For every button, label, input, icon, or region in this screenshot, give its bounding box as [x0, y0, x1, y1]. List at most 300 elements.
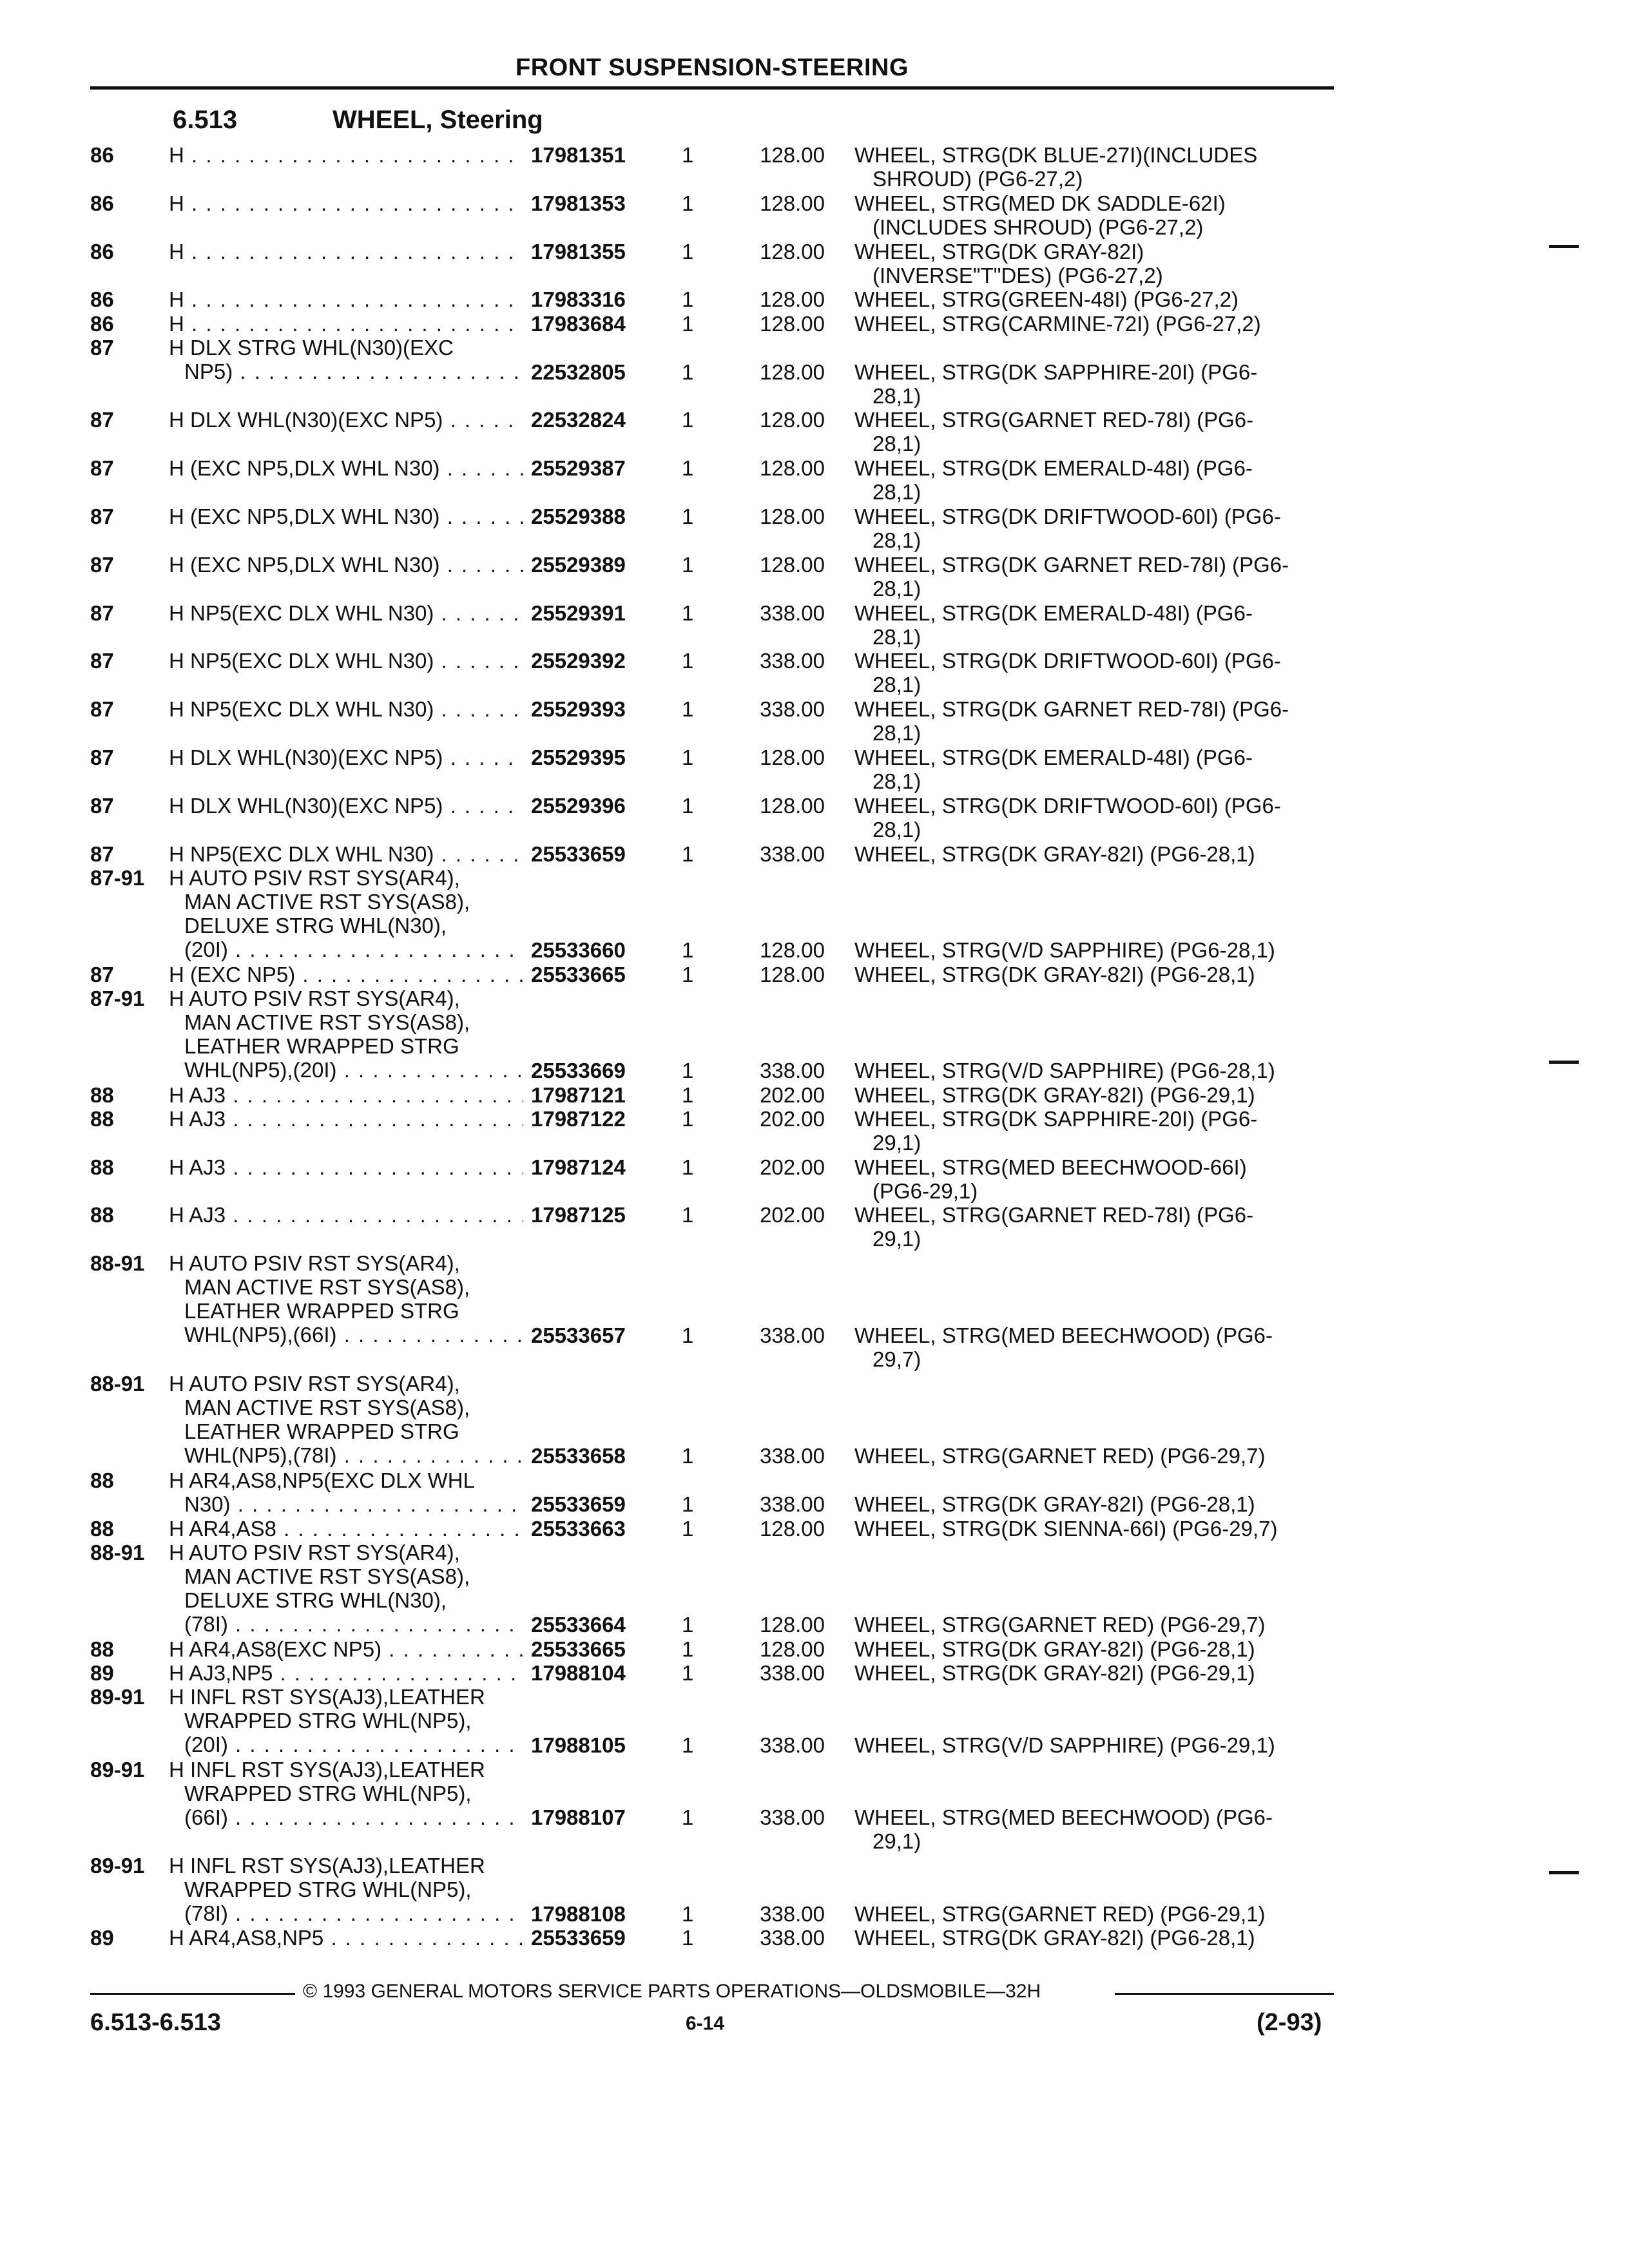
- usage-description: [169, 1758, 523, 1829]
- quantity: 1: [682, 1926, 694, 1950]
- model-year: 88: [90, 1106, 114, 1131]
- usage-line: DELUXE STRG WHL(N30),: [184, 1588, 447, 1613]
- quantity: 1: [682, 311, 694, 336]
- part-name: [854, 1059, 1331, 1082]
- quantity: 1: [682, 1059, 694, 1083]
- usage-line: H . . .: [169, 143, 523, 167]
- usage-line: WRAPPED STRG WHL(NP5),: [184, 1709, 472, 1733]
- part-number: 25529392: [531, 649, 626, 673]
- footer-rule-left: [90, 1993, 295, 1995]
- price: 128.00: [760, 745, 825, 769]
- model-year: 87: [90, 336, 114, 360]
- price: 128.00: [760, 793, 825, 818]
- model-year: 87: [90, 504, 114, 528]
- part-name: [854, 312, 1331, 336]
- usage-line: H AR4,AS8(EXC NP5) . . .: [169, 1637, 523, 1661]
- usage-description: [169, 601, 523, 625]
- quantity: 1: [682, 456, 694, 481]
- quantity: 1: [682, 1516, 694, 1541]
- quantity: 1: [682, 1444, 694, 1468]
- usage-description: [169, 1203, 523, 1227]
- parts-row: [0, 1517, 1629, 1541]
- quantity: 1: [682, 1492, 694, 1517]
- usage-description: [169, 1637, 523, 1661]
- part-name-line: (INVERSE"T"DES) (PG6-27,2): [872, 263, 1163, 287]
- usage-line: WHL(NP5),(78I) . . .: [169, 1443, 523, 1467]
- usage-line: H INFL RST SYS(AJ3),LEATHER: [169, 1854, 485, 1878]
- usage-line: H DLX WHL(N30)(EXC NP5) . . .: [169, 408, 523, 432]
- parts-row: [0, 191, 1629, 240]
- part-name: [854, 1805, 1331, 1853]
- price: 338.00: [760, 1492, 825, 1517]
- part-name-line: 28,1): [872, 769, 921, 793]
- usage-line: H AUTO PSIV RST SYS(AR4),: [169, 1541, 460, 1565]
- usage-line: H (EXC NP5,DLX WHL N30) . . .: [169, 456, 523, 480]
- usage-line: H NP5(EXC DLX WHL N30) . . .: [169, 601, 523, 625]
- usage-description: [169, 649, 523, 673]
- price: 128.00: [760, 1637, 825, 1661]
- usage-line: H NP5(EXC DLX WHL N30) . . .: [169, 697, 523, 721]
- part-number: 17981351: [531, 143, 626, 167]
- price: 338.00: [760, 1323, 825, 1348]
- part-number: 25529391: [531, 601, 626, 625]
- model-year: 86: [90, 287, 114, 312]
- part-number: 25529389: [531, 552, 626, 577]
- page-title: FRONT SUSPENSION-STEERING: [516, 54, 909, 81]
- usage-line: WHL(NP5),(66I) . . .: [169, 1323, 523, 1347]
- parts-row: [0, 1155, 1629, 1204]
- usage-description: [169, 986, 523, 1082]
- part-name-line: WHEEL, STRG(DK GARNET RED-78I) (PG6-: [854, 697, 1289, 722]
- quantity: 1: [682, 841, 694, 866]
- model-year: 89: [90, 1661, 114, 1686]
- part-name-line: WHEEL, STRG(DK GRAY-82I) (PG6-28,1): [854, 1492, 1255, 1517]
- quantity: 1: [682, 793, 694, 818]
- parts-row: [0, 287, 1629, 311]
- usage-line: (78I) . . .: [169, 1901, 523, 1925]
- part-number: 25533657: [531, 1323, 626, 1348]
- parts-row: [0, 601, 1629, 649]
- model-year: 86: [90, 191, 114, 215]
- model-year: 88: [90, 1468, 114, 1492]
- parts-row: [0, 240, 1629, 288]
- quantity: 1: [682, 143, 694, 167]
- price: 128.00: [760, 360, 825, 384]
- part-name-line: WHEEL, STRG(GARNET RED) (PG6-29,1): [854, 1902, 1266, 1927]
- quantity: 1: [682, 1106, 694, 1131]
- part-name-line: 28,1): [872, 817, 921, 841]
- quantity: 1: [682, 1902, 694, 1927]
- price: 338.00: [760, 1661, 825, 1686]
- part-name-line: WHEEL, STRG(DK SIENNA-66I) (PG6-29,7): [854, 1516, 1278, 1541]
- part-name-line: WHEEL, STRG(GARNET RED-78I) (PG6-: [854, 408, 1254, 432]
- usage-line: H (EXC NP5,DLX WHL N30) . . .: [169, 505, 523, 528]
- part-number: 22532805: [531, 360, 626, 384]
- model-year: 88-91: [90, 1541, 145, 1565]
- part-name-line: (INCLUDES SHROUD) (PG6-27,2): [872, 215, 1204, 239]
- part-number: 25533659: [531, 1926, 626, 1950]
- part-name-line: (PG6-29,1): [872, 1178, 978, 1203]
- price: 128.00: [760, 938, 825, 963]
- usage-description: [169, 1541, 523, 1636]
- usage-description: [169, 866, 523, 961]
- model-year: 87: [90, 408, 114, 432]
- quantity: 1: [682, 287, 694, 312]
- part-name-line: WHEEL, STRG(DK SAPPHIRE-20I) (PG6-: [854, 1106, 1258, 1131]
- usage-line: N30) . . .: [169, 1492, 523, 1516]
- quantity: 1: [682, 1661, 694, 1686]
- usage-description: [169, 1926, 523, 1950]
- part-name-line: WHEEL, STRG(DK DRIFTWOOD-60I) (PG6-: [854, 504, 1281, 528]
- quantity: 1: [682, 408, 694, 432]
- parts-row: [0, 986, 1629, 1083]
- part-number: 17987124: [531, 1155, 626, 1179]
- usage-line: H DLX STRG WHL(N30)(EXC: [169, 336, 454, 360]
- model-year: 87-91: [90, 986, 145, 1010]
- usage-description: [169, 1661, 523, 1685]
- usage-description: [169, 456, 523, 480]
- parts-row: [0, 794, 1629, 842]
- price: 128.00: [760, 143, 825, 167]
- footer-section-range: 6.513-6.513: [90, 2009, 221, 2036]
- parts-row: [0, 866, 1629, 963]
- model-year: 87: [90, 649, 114, 673]
- model-year: 89-91: [90, 1854, 145, 1878]
- part-name-line: WHEEL, STRG(MED BEECHWOOD-66I): [854, 1155, 1247, 1179]
- quantity: 1: [682, 1203, 694, 1227]
- price: 338.00: [760, 1926, 825, 1950]
- usage-line: WRAPPED STRG WHL(NP5),: [184, 1878, 472, 1902]
- parts-row: [0, 745, 1629, 794]
- price: 128.00: [760, 504, 825, 528]
- parts-row: [0, 456, 1629, 505]
- usage-description: [169, 1155, 523, 1179]
- parts-row: [0, 1854, 1629, 1926]
- usage-line: H AJ3 . . .: [169, 1107, 523, 1131]
- part-name: [854, 1926, 1331, 1950]
- footer-copyright: © 1993 GENERAL MOTORS SERVICE PARTS OPERATIONS—OLDSMOBILE—32H: [303, 1981, 1041, 2002]
- parts-row: [0, 336, 1629, 408]
- usage-line: DELUXE STRG WHL(N30),: [184, 913, 447, 937]
- usage-line: MAN ACTIVE RST SYS(AS8),: [184, 1275, 470, 1300]
- model-year: 89-91: [90, 1757, 145, 1782]
- parts-row: [0, 408, 1629, 456]
- quantity: 1: [682, 1637, 694, 1661]
- model-year: 88: [90, 1155, 114, 1179]
- price: 128.00: [760, 456, 825, 481]
- part-number: 17988105: [531, 1733, 626, 1758]
- parts-row: [0, 1251, 1629, 1372]
- usage-description: [169, 408, 523, 432]
- part-name-line: WHEEL, STRG(DK GRAY-82I) (PG6-28,1): [854, 962, 1255, 986]
- parts-row: [0, 1107, 1629, 1155]
- price: 338.00: [760, 1902, 825, 1927]
- part-number: 17988104: [531, 1661, 626, 1686]
- usage-description: [169, 1685, 523, 1756]
- part-number: 17987122: [531, 1106, 626, 1131]
- part-name: [854, 1492, 1331, 1516]
- usage-description: [169, 336, 523, 383]
- usage-line: LEATHER WRAPPED STRG: [184, 1419, 459, 1444]
- usage-description: [169, 553, 523, 577]
- model-year: 87: [90, 962, 114, 986]
- model-year: 89: [90, 1926, 114, 1950]
- parts-row: [0, 842, 1629, 866]
- footer-page-number: 6-14: [686, 2013, 725, 2034]
- part-name: [854, 1323, 1331, 1371]
- part-name: [854, 240, 1331, 287]
- usage-line: H AJ3 . . .: [169, 1155, 523, 1179]
- part-name-line: WHEEL, STRG(MED DK SADDLE-62I): [854, 191, 1226, 215]
- part-name-line: WHEEL, STRG(DK GRAY-82I) (PG6-28,1): [854, 841, 1255, 866]
- part-name-line: WHEEL, STRG(CARMINE-72I) (PG6-27,2): [854, 311, 1261, 336]
- usage-line: H . . .: [169, 312, 523, 336]
- model-year: 89-91: [90, 1685, 145, 1709]
- usage-line: H DLX WHL(N30)(EXC NP5) . . .: [169, 745, 523, 769]
- part-number: 25529388: [531, 504, 626, 528]
- part-name-line: WHEEL, STRG(GARNET RED) (PG6-29,7): [854, 1613, 1266, 1637]
- part-name: [854, 360, 1331, 408]
- quantity: 1: [682, 649, 694, 673]
- part-name: [854, 1203, 1331, 1251]
- part-name: [854, 287, 1331, 311]
- part-number: 25533665: [531, 962, 626, 986]
- parts-row: [0, 1083, 1629, 1107]
- price: 338.00: [760, 1805, 825, 1830]
- part-name-line: 29,1): [872, 1829, 921, 1854]
- usage-description: [169, 1468, 523, 1516]
- part-number: 25529387: [531, 456, 626, 481]
- part-name-line: 28,1): [872, 576, 921, 601]
- part-name-line: WHEEL, STRG(DK GRAY-82I) (PG6-29,1): [854, 1082, 1255, 1107]
- usage-line: MAN ACTIVE RST SYS(AS8),: [184, 1396, 470, 1420]
- price: 338.00: [760, 697, 825, 722]
- parts-row: [0, 1685, 1629, 1757]
- model-year: 88: [90, 1082, 114, 1107]
- parts-row: [0, 1637, 1629, 1661]
- part-name-line: WHEEL, STRG(V/D SAPPHIRE) (PG6-28,1): [854, 938, 1275, 963]
- price: 128.00: [760, 1516, 825, 1541]
- part-name: [854, 1083, 1331, 1107]
- price: 338.00: [760, 601, 825, 625]
- part-number: 17988108: [531, 1902, 626, 1927]
- parts-row: [0, 963, 1629, 986]
- parts-row: [0, 1758, 1629, 1854]
- usage-description: [169, 505, 523, 528]
- model-year: 87: [90, 552, 114, 577]
- model-year: 88: [90, 1637, 114, 1661]
- part-number: 25529395: [531, 745, 626, 769]
- part-name-line: WHEEL, STRG(DK GRAY-82I): [854, 239, 1144, 264]
- usage-description: [169, 191, 523, 215]
- usage-line: H . . .: [169, 287, 523, 311]
- margin-mark: [1549, 1061, 1579, 1064]
- quantity: 1: [682, 552, 694, 577]
- part-number: 17988107: [531, 1805, 626, 1830]
- usage-line: H AJ3 . . .: [169, 1203, 523, 1227]
- part-number: 25533663: [531, 1516, 626, 1541]
- section-heading: [173, 106, 543, 135]
- parts-row: [0, 1661, 1629, 1685]
- part-name: [854, 938, 1331, 962]
- part-name: [854, 143, 1331, 191]
- usage-description: [169, 1083, 523, 1107]
- part-name: [854, 649, 1331, 697]
- part-name-line: 28,1): [872, 383, 921, 408]
- price: 338.00: [760, 841, 825, 866]
- usage-line: (66I) . . .: [169, 1805, 523, 1829]
- part-number: 25529393: [531, 697, 626, 722]
- quantity: 1: [682, 504, 694, 528]
- usage-description: [169, 963, 523, 986]
- part-name-line: 28,1): [872, 528, 921, 552]
- part-number: 17987121: [531, 1082, 626, 1107]
- usage-description: [169, 143, 523, 167]
- part-name-line: WHEEL, STRG(V/D SAPPHIRE) (PG6-28,1): [854, 1059, 1275, 1083]
- usage-line: H INFL RST SYS(AJ3),LEATHER: [169, 1685, 485, 1709]
- usage-description: [169, 1251, 523, 1347]
- usage-line: WHL(NP5),(20I) . . .: [169, 1058, 523, 1082]
- price: 202.00: [760, 1106, 825, 1131]
- part-name: [854, 408, 1331, 456]
- usage-line: NP5) . . .: [169, 360, 523, 383]
- part-name-line: WHEEL, STRG(MED BEECHWOOD) (PG6-: [854, 1805, 1273, 1830]
- price: 338.00: [760, 1733, 825, 1758]
- usage-line: MAN ACTIVE RST SYS(AS8),: [184, 1564, 470, 1589]
- part-name-line: WHEEL, STRG(MED BEECHWOOD) (PG6-: [854, 1323, 1273, 1348]
- quantity: 1: [682, 1805, 694, 1830]
- part-name-line: WHEEL, STRG(DK EMERALD-48I) (PG6-: [854, 745, 1253, 769]
- usage-description: [169, 312, 523, 336]
- part-name: [854, 1444, 1331, 1468]
- part-name: [854, 601, 1331, 649]
- part-number: 17983316: [531, 287, 626, 312]
- usage-line: (20I) . . .: [169, 1733, 523, 1756]
- usage-description: [169, 745, 523, 769]
- usage-line: H AJ3 . . .: [169, 1083, 523, 1107]
- model-year: 88-91: [90, 1251, 145, 1276]
- usage-line: H AUTO PSIV RST SYS(AR4),: [169, 865, 460, 890]
- parts-row: [0, 1468, 1629, 1517]
- usage-line: H . . .: [169, 240, 523, 264]
- part-number: 22532824: [531, 408, 626, 432]
- part-name-line: WHEEL, STRG(DK GARNET RED-78I) (PG6-: [854, 552, 1289, 577]
- part-name-line: WHEEL, STRG(DK DRIFTWOOD-60I) (PG6-: [854, 793, 1281, 818]
- quantity: 1: [682, 191, 694, 215]
- part-number: 25529396: [531, 793, 626, 818]
- price: 202.00: [760, 1082, 825, 1107]
- quantity: 1: [682, 360, 694, 384]
- usage-line: H AUTO PSIV RST SYS(AR4),: [169, 1251, 460, 1276]
- part-number: 25533660: [531, 938, 626, 963]
- part-name-line: WHEEL, STRG(DK GRAY-82I) (PG6-28,1): [854, 1926, 1255, 1950]
- footer-date: (2-93): [1257, 2009, 1322, 2036]
- header-rule: [90, 86, 1334, 90]
- usage-description: [169, 1372, 523, 1467]
- part-name: [854, 1517, 1331, 1541]
- usage-line: H DLX WHL(N30)(EXC NP5) . . .: [169, 794, 523, 818]
- part-name-line: WHEEL, STRG(DK SAPPHIRE-20I) (PG6-: [854, 360, 1258, 384]
- usage-line: H (EXC NP5,DLX WHL N30) . . .: [169, 553, 523, 577]
- part-name-line: WHEEL, STRG(GREEN-48I) (PG6-27,2): [854, 287, 1239, 312]
- model-year: 88: [90, 1203, 114, 1227]
- model-year: 87-91: [90, 865, 145, 890]
- usage-description: [169, 842, 523, 866]
- section-number: 6.513: [173, 106, 238, 134]
- usage-line: H AUTO PSIV RST SYS(AR4),: [169, 986, 460, 1010]
- part-name-line: 29,1): [872, 1227, 921, 1251]
- price: 338.00: [760, 1444, 825, 1468]
- price: 128.00: [760, 311, 825, 336]
- part-name: [854, 191, 1331, 239]
- part-name: [854, 842, 1331, 866]
- usage-line: LEATHER WRAPPED STRG: [184, 1033, 459, 1058]
- usage-line: H AJ3,NP5 . . .: [169, 1661, 523, 1685]
- part-name: [854, 1637, 1331, 1661]
- usage-line: H AR4,AS8 . . .: [169, 1517, 523, 1541]
- parts-row: [0, 1203, 1629, 1251]
- parts-row: [0, 312, 1629, 336]
- model-year: 87: [90, 745, 114, 769]
- part-name-line: WHEEL, STRG(DK GRAY-82I) (PG6-29,1): [854, 1661, 1255, 1686]
- quantity: 1: [682, 1082, 694, 1107]
- part-name-line: WHEEL, STRG(GARNET RED-78I) (PG6-: [854, 1203, 1254, 1227]
- part-number: 25533658: [531, 1444, 626, 1468]
- usage-line: H . . .: [169, 191, 523, 215]
- parts-row: [0, 649, 1629, 697]
- model-year: 87: [90, 601, 114, 625]
- part-name-line: SHROUD) (PG6-27,2): [872, 167, 1083, 191]
- quantity: 1: [682, 239, 694, 264]
- parts-row: [0, 553, 1629, 601]
- parts-row: [0, 697, 1629, 745]
- quantity: 1: [682, 1323, 694, 1348]
- price: 128.00: [760, 962, 825, 986]
- price: 128.00: [760, 287, 825, 312]
- part-name: [854, 1902, 1331, 1926]
- part-name-line: 28,1): [872, 432, 921, 456]
- part-name: [854, 553, 1331, 601]
- part-name: [854, 1155, 1331, 1203]
- price: 202.00: [760, 1203, 825, 1227]
- part-name: [854, 456, 1331, 504]
- quantity: 1: [682, 601, 694, 625]
- margin-mark: [1549, 245, 1579, 248]
- model-year: 88: [90, 1516, 114, 1541]
- usage-description: [169, 240, 523, 264]
- usage-description: [169, 794, 523, 818]
- quantity: 1: [682, 1155, 694, 1179]
- part-name-line: WHEEL, STRG(V/D SAPPHIRE) (PG6-29,1): [854, 1733, 1275, 1758]
- part-name-line: WHEEL, STRG(DK EMERALD-48I) (PG6-: [854, 601, 1253, 625]
- part-number: 17983684: [531, 311, 626, 336]
- usage-description: [169, 287, 523, 311]
- part-name: [854, 697, 1331, 745]
- usage-line: MAN ACTIVE RST SYS(AS8),: [184, 1010, 470, 1034]
- parts-row: [0, 1926, 1629, 1950]
- part-name-line: WHEEL, STRG(GARNET RED) (PG6-29,7): [854, 1444, 1266, 1468]
- part-name: [854, 1107, 1331, 1155]
- part-number: 25533659: [531, 1492, 626, 1517]
- price: 128.00: [760, 191, 825, 215]
- usage-description: [169, 1517, 523, 1541]
- price: 128.00: [760, 408, 825, 432]
- part-number: 25533665: [531, 1637, 626, 1661]
- model-year: 86: [90, 143, 114, 167]
- usage-description: [169, 697, 523, 721]
- section-title: WHEEL, Steering: [333, 106, 543, 134]
- parts-row: [0, 143, 1629, 191]
